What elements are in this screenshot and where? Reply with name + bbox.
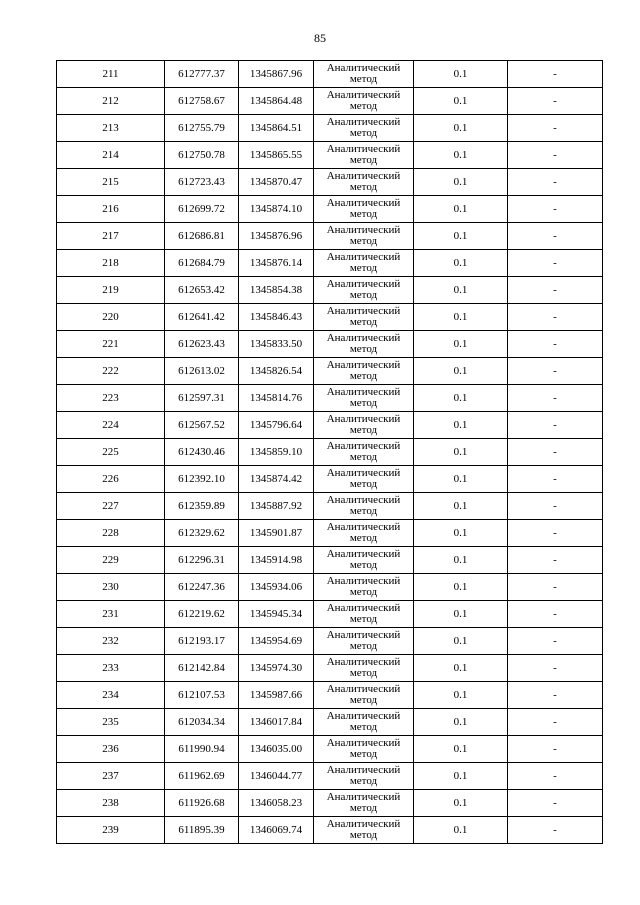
table-row	[57, 115, 603, 142]
note-cell: -	[508, 736, 603, 763]
accuracy-cell: 0.1	[414, 601, 508, 628]
method-line-2: метод	[349, 127, 378, 139]
y-coordinate-cell: 1345876.96	[239, 223, 314, 250]
accuracy-cell: 0.1	[414, 736, 508, 763]
method-line-1: Аналитический	[326, 305, 401, 317]
y-coordinate-cell: 1345814.76	[239, 385, 314, 412]
method-line-2: метод	[349, 289, 378, 301]
method-line-1: Аналитический	[326, 197, 401, 209]
method-line-2: метод	[349, 586, 378, 598]
table-row	[57, 520, 603, 547]
table-row	[57, 547, 603, 574]
table-row	[57, 574, 603, 601]
table-row	[57, 385, 603, 412]
table-row	[57, 250, 603, 277]
y-coordinate-cell: 1345796.64	[239, 412, 314, 439]
note-cell: -	[508, 439, 603, 466]
x-coordinate-cell: 612219.62	[165, 601, 239, 628]
table-row	[57, 790, 603, 817]
x-coordinate-cell: 612597.31	[165, 385, 239, 412]
y-coordinate-cell: 1346058.23	[239, 790, 314, 817]
x-coordinate-cell: 612699.72	[165, 196, 239, 223]
table-row	[57, 493, 603, 520]
method-line-1: Аналитический	[326, 386, 401, 398]
method-line-1: Аналитический	[326, 332, 401, 344]
note-cell: -	[508, 115, 603, 142]
accuracy-cell: 0.1	[414, 412, 508, 439]
method-line-1: Аналитический	[326, 89, 401, 101]
point-number-cell: 237	[57, 763, 165, 790]
method-line-1: Аналитический	[326, 521, 401, 533]
x-coordinate-cell: 612430.46	[165, 439, 239, 466]
y-coordinate-cell: 1345864.51	[239, 115, 314, 142]
method-line-2: метод	[349, 640, 378, 652]
accuracy-cell: 0.1	[414, 88, 508, 115]
method-cell	[314, 304, 414, 331]
point-number-cell: 233	[57, 655, 165, 682]
method-cell	[314, 466, 414, 493]
point-number-cell: 236	[57, 736, 165, 763]
coordinates-table-body	[57, 61, 603, 844]
method-line-1: Аналитический	[326, 818, 401, 830]
point-number-cell: 218	[57, 250, 165, 277]
method-cell	[314, 385, 414, 412]
method-line-1: Аналитический	[326, 494, 401, 506]
note-cell: -	[508, 655, 603, 682]
method-line-2: метод	[349, 343, 378, 355]
method-line-2: метод	[349, 316, 378, 328]
y-coordinate-cell: 1345854.38	[239, 277, 314, 304]
y-coordinate-cell: 1345865.55	[239, 142, 314, 169]
note-cell: -	[508, 601, 603, 628]
method-cell	[314, 358, 414, 385]
method-cell	[314, 196, 414, 223]
x-coordinate-cell: 612755.79	[165, 115, 239, 142]
method-cell	[314, 439, 414, 466]
method-line-2: метод	[349, 208, 378, 220]
method-line-2: метод	[349, 532, 378, 544]
method-cell	[314, 682, 414, 709]
accuracy-cell: 0.1	[414, 304, 508, 331]
method-line-2: метод	[349, 667, 378, 679]
method-line-1: Аналитический	[326, 764, 401, 776]
point-number-cell: 238	[57, 790, 165, 817]
method-line-2: метод	[349, 613, 378, 625]
table-row	[57, 682, 603, 709]
method-cell	[314, 169, 414, 196]
note-cell: -	[508, 358, 603, 385]
method-cell	[314, 88, 414, 115]
table-row	[57, 709, 603, 736]
method-line-1: Аналитический	[326, 710, 401, 722]
y-coordinate-cell: 1345859.10	[239, 439, 314, 466]
method-cell	[314, 142, 414, 169]
method-cell	[314, 817, 414, 844]
method-cell	[314, 790, 414, 817]
y-coordinate-cell: 1346069.74	[239, 817, 314, 844]
y-coordinate-cell: 1345987.66	[239, 682, 314, 709]
note-cell: -	[508, 142, 603, 169]
x-coordinate-cell: 611990.94	[165, 736, 239, 763]
point-number-cell: 235	[57, 709, 165, 736]
point-number-cell: 216	[57, 196, 165, 223]
x-coordinate-cell: 611962.69	[165, 763, 239, 790]
y-coordinate-cell: 1345914.98	[239, 547, 314, 574]
point-number-cell: 228	[57, 520, 165, 547]
point-number-cell: 225	[57, 439, 165, 466]
note-cell: -	[508, 763, 603, 790]
accuracy-cell: 0.1	[414, 547, 508, 574]
y-coordinate-cell: 1345833.50	[239, 331, 314, 358]
method-line-2: метод	[349, 451, 378, 463]
y-coordinate-cell: 1345864.48	[239, 88, 314, 115]
method-line-2: метод	[349, 397, 378, 409]
method-line-1: Аналитический	[326, 170, 401, 182]
method-line-1: Аналитический	[326, 251, 401, 263]
method-cell	[314, 709, 414, 736]
method-line-2: метод	[349, 154, 378, 166]
accuracy-cell: 0.1	[414, 790, 508, 817]
note-cell: -	[508, 196, 603, 223]
method-line-1: Аналитический	[326, 440, 401, 452]
accuracy-cell: 0.1	[414, 682, 508, 709]
point-number-cell: 223	[57, 385, 165, 412]
x-coordinate-cell: 612613.02	[165, 358, 239, 385]
x-coordinate-cell: 612653.42	[165, 277, 239, 304]
y-coordinate-cell: 1345974.30	[239, 655, 314, 682]
point-number-cell: 214	[57, 142, 165, 169]
y-coordinate-cell: 1345887.92	[239, 493, 314, 520]
y-coordinate-cell: 1346035.00	[239, 736, 314, 763]
page-number: 85	[314, 31, 326, 45]
method-line-1: Аналитический	[326, 575, 401, 587]
note-cell: -	[508, 682, 603, 709]
x-coordinate-cell: 612723.43	[165, 169, 239, 196]
method-cell	[314, 655, 414, 682]
method-line-1: Аналитический	[326, 656, 401, 668]
method-cell	[314, 547, 414, 574]
method-line-2: метод	[349, 721, 378, 733]
method-line-1: Аналитический	[326, 548, 401, 560]
method-cell	[314, 520, 414, 547]
point-number-cell: 213	[57, 115, 165, 142]
y-coordinate-cell: 1345826.54	[239, 358, 314, 385]
accuracy-cell: 0.1	[414, 763, 508, 790]
method-line-2: метод	[349, 694, 378, 706]
method-line-2: метод	[349, 181, 378, 193]
method-line-2: метод	[349, 505, 378, 517]
y-coordinate-cell: 1345867.96	[239, 61, 314, 88]
note-cell: -	[508, 88, 603, 115]
method-line-2: метод	[349, 100, 378, 112]
table-row	[57, 223, 603, 250]
y-coordinate-cell: 1345876.14	[239, 250, 314, 277]
note-cell: -	[508, 304, 603, 331]
method-line-2: метод	[349, 559, 378, 571]
method-cell	[314, 763, 414, 790]
point-number-cell: 226	[57, 466, 165, 493]
accuracy-cell: 0.1	[414, 385, 508, 412]
x-coordinate-cell: 612359.89	[165, 493, 239, 520]
table-row	[57, 331, 603, 358]
table-row	[57, 304, 603, 331]
point-number-cell: 222	[57, 358, 165, 385]
point-number-cell: 232	[57, 628, 165, 655]
x-coordinate-cell: 612329.62	[165, 520, 239, 547]
method-cell	[314, 628, 414, 655]
method-cell	[314, 277, 414, 304]
accuracy-cell: 0.1	[414, 358, 508, 385]
accuracy-cell: 0.1	[414, 142, 508, 169]
method-line-1: Аналитический	[326, 602, 401, 614]
table-row	[57, 61, 603, 88]
method-cell	[314, 412, 414, 439]
x-coordinate-cell: 612567.52	[165, 412, 239, 439]
note-cell: -	[508, 628, 603, 655]
note-cell: -	[508, 790, 603, 817]
y-coordinate-cell: 1345846.43	[239, 304, 314, 331]
point-number-cell: 217	[57, 223, 165, 250]
y-coordinate-cell: 1346044.77	[239, 763, 314, 790]
method-line-1: Аналитический	[326, 737, 401, 749]
method-cell	[314, 736, 414, 763]
method-line-1: Аналитический	[326, 413, 401, 425]
accuracy-cell: 0.1	[414, 223, 508, 250]
method-line-1: Аналитический	[326, 791, 401, 803]
note-cell: -	[508, 277, 603, 304]
method-cell	[314, 61, 414, 88]
method-line-2: метод	[349, 235, 378, 247]
x-coordinate-cell: 612777.37	[165, 61, 239, 88]
accuracy-cell: 0.1	[414, 466, 508, 493]
accuracy-cell: 0.1	[414, 493, 508, 520]
note-cell: -	[508, 493, 603, 520]
x-coordinate-cell: 612107.53	[165, 682, 239, 709]
x-coordinate-cell: 612686.81	[165, 223, 239, 250]
method-cell	[314, 331, 414, 358]
x-coordinate-cell: 612142.84	[165, 655, 239, 682]
coordinates-table	[56, 60, 603, 844]
table-row	[57, 196, 603, 223]
method-line-2: метод	[349, 262, 378, 274]
y-coordinate-cell: 1345945.34	[239, 601, 314, 628]
table-row	[57, 88, 603, 115]
accuracy-cell: 0.1	[414, 250, 508, 277]
x-coordinate-cell: 612750.78	[165, 142, 239, 169]
method-line-2: метод	[349, 748, 378, 760]
note-cell: -	[508, 223, 603, 250]
x-coordinate-cell: 611895.39	[165, 817, 239, 844]
y-coordinate-cell: 1345934.06	[239, 574, 314, 601]
table-row	[57, 412, 603, 439]
method-line-2: метод	[349, 829, 378, 841]
table-row	[57, 169, 603, 196]
method-line-1: Аналитический	[326, 467, 401, 479]
x-coordinate-cell: 612247.36	[165, 574, 239, 601]
point-number-cell: 219	[57, 277, 165, 304]
accuracy-cell: 0.1	[414, 439, 508, 466]
point-number-cell: 211	[57, 61, 165, 88]
accuracy-cell: 0.1	[414, 277, 508, 304]
table-row	[57, 277, 603, 304]
y-coordinate-cell: 1345874.42	[239, 466, 314, 493]
accuracy-cell: 0.1	[414, 115, 508, 142]
method-line-1: Аналитический	[326, 278, 401, 290]
method-line-1: Аналитический	[326, 629, 401, 641]
x-coordinate-cell: 612392.10	[165, 466, 239, 493]
method-line-2: метод	[349, 802, 378, 814]
note-cell: -	[508, 574, 603, 601]
method-line-2: метод	[349, 424, 378, 436]
point-number-cell: 239	[57, 817, 165, 844]
accuracy-cell: 0.1	[414, 61, 508, 88]
x-coordinate-cell: 612193.17	[165, 628, 239, 655]
table-row	[57, 817, 603, 844]
method-line-1: Аналитический	[326, 683, 401, 695]
note-cell: -	[508, 817, 603, 844]
method-line-2: метод	[349, 73, 378, 85]
method-cell	[314, 223, 414, 250]
accuracy-cell: 0.1	[414, 169, 508, 196]
note-cell: -	[508, 547, 603, 574]
method-line-2: метод	[349, 478, 378, 490]
point-number-cell: 229	[57, 547, 165, 574]
note-cell: -	[508, 520, 603, 547]
table-row	[57, 736, 603, 763]
method-line-1: Аналитический	[326, 359, 401, 371]
point-number-cell: 230	[57, 574, 165, 601]
table-row	[57, 142, 603, 169]
y-coordinate-cell: 1345870.47	[239, 169, 314, 196]
method-line-1: Аналитический	[326, 62, 401, 74]
point-number-cell: 220	[57, 304, 165, 331]
point-number-cell: 224	[57, 412, 165, 439]
y-coordinate-cell: 1345954.69	[239, 628, 314, 655]
table-row	[57, 601, 603, 628]
point-number-cell: 234	[57, 682, 165, 709]
accuracy-cell: 0.1	[414, 628, 508, 655]
accuracy-cell: 0.1	[414, 574, 508, 601]
table-row	[57, 439, 603, 466]
note-cell: -	[508, 385, 603, 412]
method-line-1: Аналитический	[326, 143, 401, 155]
note-cell: -	[508, 169, 603, 196]
note-cell: -	[508, 250, 603, 277]
method-line-1: Аналитический	[326, 116, 401, 128]
x-coordinate-cell: 612296.31	[165, 547, 239, 574]
table-row	[57, 763, 603, 790]
table-row	[57, 358, 603, 385]
x-coordinate-cell: 612623.43	[165, 331, 239, 358]
accuracy-cell: 0.1	[414, 331, 508, 358]
y-coordinate-cell: 1345874.10	[239, 196, 314, 223]
accuracy-cell: 0.1	[414, 196, 508, 223]
method-cell	[314, 493, 414, 520]
method-line-1: Аналитический	[326, 224, 401, 236]
accuracy-cell: 0.1	[414, 655, 508, 682]
y-coordinate-cell: 1345901.87	[239, 520, 314, 547]
table-row	[57, 628, 603, 655]
x-coordinate-cell: 612758.67	[165, 88, 239, 115]
note-cell: -	[508, 412, 603, 439]
point-number-cell: 231	[57, 601, 165, 628]
point-number-cell: 215	[57, 169, 165, 196]
note-cell: -	[508, 61, 603, 88]
method-line-2: метод	[349, 370, 378, 382]
point-number-cell: 227	[57, 493, 165, 520]
method-cell	[314, 250, 414, 277]
x-coordinate-cell: 611926.68	[165, 790, 239, 817]
x-coordinate-cell: 612641.42	[165, 304, 239, 331]
method-line-2: метод	[349, 775, 378, 787]
method-cell	[314, 115, 414, 142]
accuracy-cell: 0.1	[414, 817, 508, 844]
note-cell: -	[508, 466, 603, 493]
x-coordinate-cell: 612034.34	[165, 709, 239, 736]
point-number-cell: 212	[57, 88, 165, 115]
accuracy-cell: 0.1	[414, 520, 508, 547]
point-number-cell: 221	[57, 331, 165, 358]
note-cell: -	[508, 331, 603, 358]
method-cell	[314, 574, 414, 601]
table-row	[57, 466, 603, 493]
method-cell	[314, 601, 414, 628]
accuracy-cell: 0.1	[414, 709, 508, 736]
y-coordinate-cell: 1346017.84	[239, 709, 314, 736]
table-row	[57, 655, 603, 682]
note-cell: -	[508, 709, 603, 736]
x-coordinate-cell: 612684.79	[165, 250, 239, 277]
